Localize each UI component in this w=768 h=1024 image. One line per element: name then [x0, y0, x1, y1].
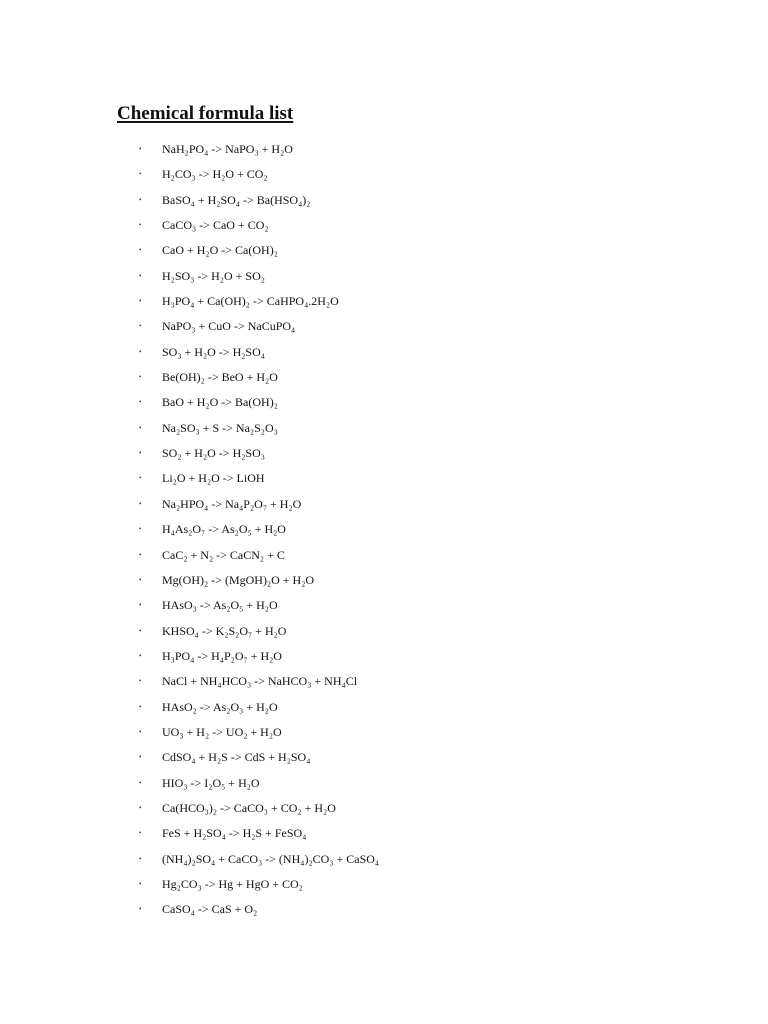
bullet-icon: • [139, 550, 142, 559]
formula-text: BaO + H₂O -> Ba(OH)₂ [162, 395, 278, 410]
formula-text: Na₂HPO₄ -> Na₄P₂O₇ + H₂O [162, 496, 302, 511]
bullet-icon: • [139, 651, 142, 660]
bullet-icon: • [139, 195, 142, 204]
bullet-icon: • [139, 854, 142, 863]
formula-text: H₂CO₃ -> H₂O + CO₂ [162, 167, 268, 182]
formula-text: Mg(OH)₂ -> (MgOH)₂O + H₂O [162, 572, 315, 587]
bullet-icon: • [139, 829, 142, 838]
formula-text: CdSO₄ + H₂S -> CdS + H₂SO₄ [162, 750, 311, 765]
bullet-icon: • [139, 322, 142, 331]
formula-text: Ca(HCO₃)₂ -> CaCO₃ + CO₂ + H₂O [162, 800, 336, 815]
bullet-icon: • [139, 246, 142, 255]
page-title: Chemical formula list [117, 103, 294, 124]
bullet-icon: • [139, 702, 142, 711]
formula-text: H₃PO₄ -> H₄P₂O₇ + H₂O [162, 648, 282, 663]
bullet-icon: • [139, 753, 142, 762]
formula-text: CaCO₃ -> CaO + CO₂ [162, 218, 269, 233]
formula-text: FeS + H₂SO₄ -> H₂S + FeSO₄ [162, 826, 307, 841]
bullet-icon: • [139, 803, 142, 812]
bullet-icon: • [139, 474, 142, 483]
bullet-icon: • [139, 347, 142, 356]
bullet-icon: • [139, 499, 142, 508]
bullet-icon: • [139, 221, 142, 230]
formula-text: KHSO₄ -> K₂S₂O₇ + H₂O [162, 623, 287, 638]
formula-text: NaPO₃ + CuO -> NaCuPO₄ [162, 319, 296, 334]
formula-text: UO₃ + H₂ -> UO₂ + H₂O [162, 724, 282, 739]
formula-text: BaSO₄ + H₂SO₄ -> Ba(HSO₄)₂ [162, 192, 311, 207]
formula-text: CaO + H₂O -> Ca(OH)₂ [162, 243, 278, 258]
bullet-icon: • [139, 677, 142, 686]
formula-text: SO₂ + H₂O -> H₂SO₃ [162, 446, 265, 461]
formula-text: (NH₄)₂SO₄ + CaCO₃ -> (NH₄)₂CO₃ + CaSO₄ [162, 851, 380, 866]
bullet-icon: • [139, 778, 142, 787]
bullet-icon: • [139, 145, 142, 153]
formula-text: NaH₂PO₄ -> NaPO₃ + H₂O [162, 142, 293, 156]
bullet-icon: • [139, 601, 142, 610]
bullet-icon: • [139, 575, 142, 584]
bullet-icon: • [139, 271, 142, 280]
formula-text: H₂SO₃ -> H₂O + SO₂ [162, 268, 265, 283]
bullet-icon: • [139, 423, 142, 432]
bullet-icon: • [139, 879, 142, 888]
formula-text: HAsO₃ -> As₂O₅ + H₂O [162, 598, 278, 613]
formula-text: Li₂O + H₂O -> LiOH [162, 471, 265, 486]
formula-text: Hg₂CO₃ -> Hg + HgO + CO₂ [162, 876, 303, 891]
formula-text: H₄As₂O₇ -> As₂O₅ + H₂O [162, 522, 286, 537]
formula-text: Be(OH)₂ -> BeO + H₂O [162, 370, 278, 385]
formula-text: NaCl + NH₄HCO₃ -> NaHCO₃ + NH₄Cl [162, 674, 358, 689]
bullet-icon: • [139, 170, 142, 179]
bullet-icon: • [139, 297, 142, 306]
bullet-icon: • [139, 727, 142, 736]
formula-text: Na₂SO₃ + S -> Na₂S₂O₃ [162, 420, 278, 435]
formula-text: SO₃ + H₂O -> H₂SO₄ [162, 344, 265, 359]
formula-text: HIO₃ -> I₂O₅ + H₂O [162, 775, 260, 790]
formula-text: H₃PO₄ + Ca(OH)₂ -> CaHPO₄.2H₂O [162, 294, 339, 309]
bullet-icon: • [139, 626, 142, 635]
bullet-icon: • [139, 373, 142, 382]
bullet-icon: • [139, 398, 142, 407]
bullet-icon: • [139, 449, 142, 458]
formula-text: HAsO₂ -> As₂O₃ + H₂O [162, 699, 278, 714]
formula-text: CaSO₄ -> CaS + O₂ [162, 902, 258, 917]
bullet-icon: • [139, 905, 142, 914]
formula-text: CaC₂ + N₂ -> CaCN₂ + C [162, 547, 285, 562]
bullet-icon: • [139, 525, 142, 534]
